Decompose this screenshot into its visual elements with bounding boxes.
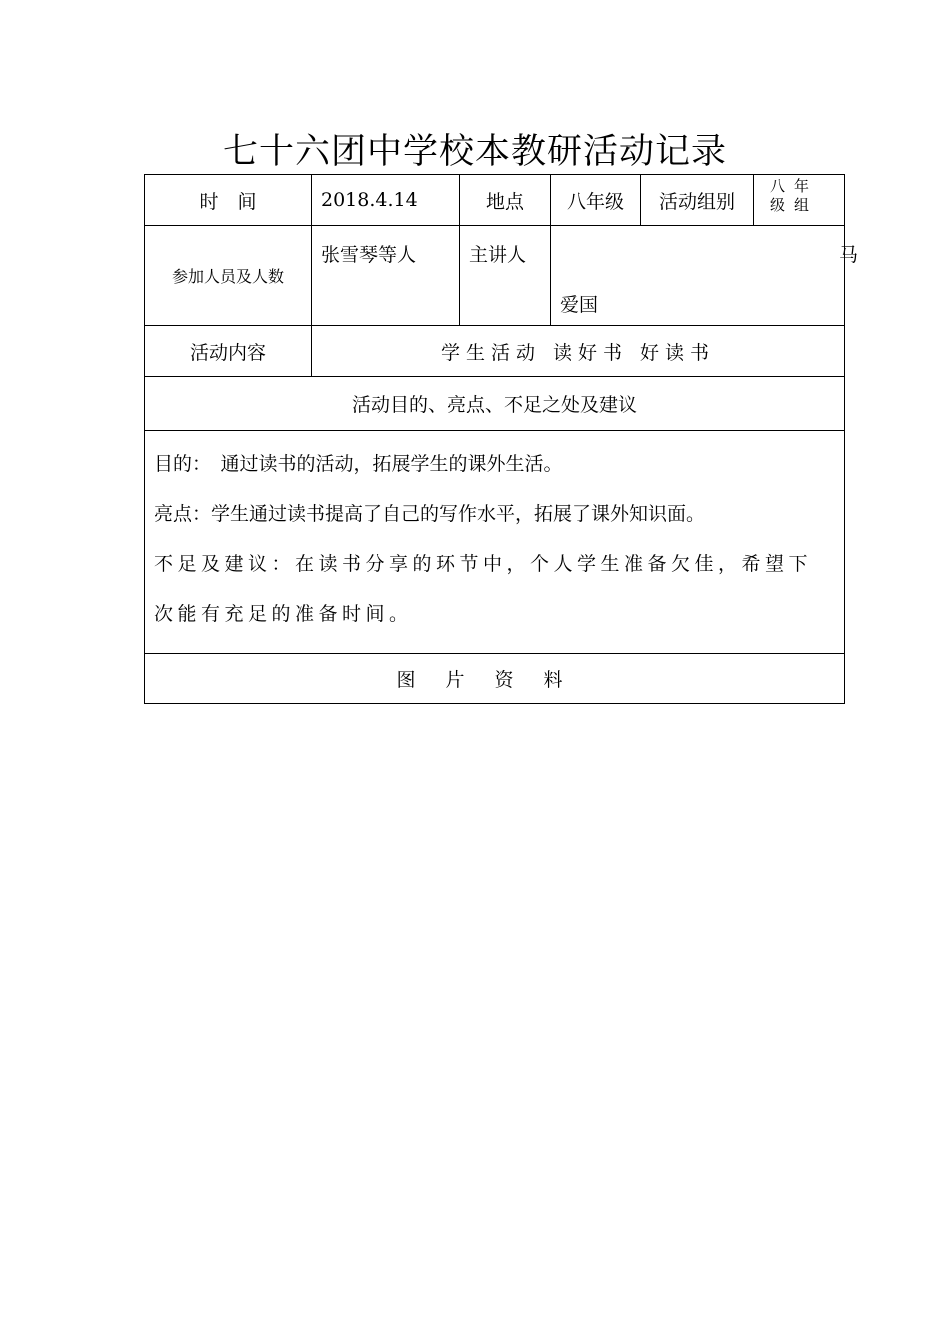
purpose-text: 目的： 通过读书的活动，拓展学生的课外生活。: [154, 453, 563, 475]
table-row: [145, 654, 845, 704]
speaker-value-part1: 马: [838, 244, 858, 266]
place-value: 八年级: [551, 175, 641, 226]
time-value: 2018.4.14: [312, 175, 460, 226]
speaker-value-cell: [551, 226, 858, 326]
speaker-label: 主讲人: [460, 226, 551, 326]
table-row: [145, 226, 845, 326]
highlight-text: 亮点：学生通过读书提高了自己的写作水平，拓展了课外知识面。: [154, 503, 706, 525]
activity-summary: [145, 431, 845, 654]
table-row: [145, 431, 845, 654]
photo-heading: 图片资料: [145, 654, 845, 704]
shortcoming-text-line2: 次能有充足的准备时间。: [154, 603, 413, 625]
time-label: 时 间: [145, 175, 312, 226]
section-heading: 活动目的、亮点、不足之处及建议: [145, 377, 845, 431]
activity-record-table: [144, 174, 858, 704]
table-row: [145, 326, 845, 377]
content-label: 活动内容: [145, 326, 312, 377]
participants-value: 张雪琴等人: [312, 226, 460, 326]
place-label: 地点: [460, 175, 551, 226]
document-title: 七十六团中学校本教研活动记录: [222, 132, 727, 172]
speaker-value-part2: 爱国: [560, 294, 599, 316]
group-label: 活动组别: [641, 175, 754, 226]
participants-label: 参加人员及人数: [145, 226, 312, 326]
shortcoming-text-line1: 不足及建议：在读书分享的环节中，个人学生准备欠佳，希望下: [154, 553, 813, 575]
table-row: [145, 175, 845, 226]
table-row: [145, 377, 845, 431]
group-value: 八年级组: [754, 175, 845, 226]
content-value: 学生活动 读好书 好读书: [312, 326, 845, 377]
